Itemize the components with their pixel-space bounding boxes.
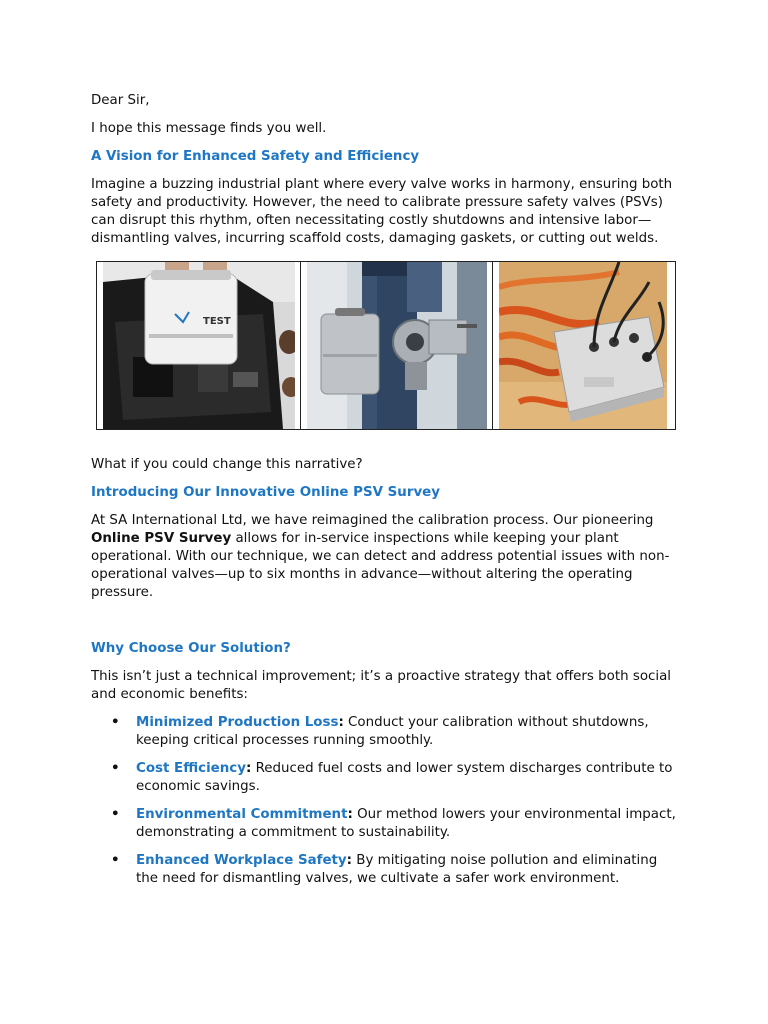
image-divider <box>492 262 493 429</box>
benefit-colon: : <box>245 761 252 776</box>
benefit-text: Conduct your calibration without shutdowns, keeping critical processes running smoothly. <box>136 715 649 748</box>
bullet-icon: • <box>111 853 120 868</box>
benefit-title: Cost Efficiency <box>136 761 246 776</box>
benefit-title: Environmental Commitment <box>136 807 348 822</box>
cables-device-image <box>499 262 667 429</box>
device-brand-text: TEST <box>203 316 231 327</box>
list-item <box>91 714 681 750</box>
image-divider <box>300 262 301 429</box>
intro-heading: Introducing Our Innovative Online PSV Survey <box>91 485 440 500</box>
why-paragraph: This isn’t just a technical improvement; it’s a proactive strategy that offers both social and economic benefits: <box>91 669 672 702</box>
why-heading: Why Choose Our Solution? <box>91 641 291 656</box>
vision-paragraph: Imagine a buzzing industrial plant where every valve works in harmony, ensuring both safety and productivity. However, the need to calibrate pressure safety valves (PSVs) can disrupt this rhythm, often necessitating costly shutdowns and intensive labor—dismantling valves, incurring scaffold costs, damaging gaskets, or cutting out welds. <box>91 177 673 246</box>
benefit-text: By mitigating noise pollution and eliminating the need for dismantling valves, we cultivate a safer work environment. <box>136 853 658 886</box>
product-name: Online PSV Survey <box>91 531 232 546</box>
salutation: Dear Sir, <box>91 93 150 108</box>
benefit-text: Our method lowers your environmental impact, demonstrating a commitment to sustainability. <box>136 807 676 840</box>
list-item <box>91 806 681 842</box>
product-image-strip <box>96 261 676 430</box>
bullet-icon: • <box>111 761 120 776</box>
bullet-icon: • <box>111 807 120 822</box>
intro-text-after: allows for in-service inspections while keeping your plant operational. With our technique, we can detect and address potential issues with non-operational valves—up to six months in advance—without altering the operating pressure. <box>91 531 670 600</box>
list-item <box>91 852 681 888</box>
benefit-colon: : <box>338 715 344 730</box>
benefit-title: Minimized Production Loss <box>136 715 339 730</box>
equipment-case-image <box>103 262 295 429</box>
vision-heading: A Vision for Enhanced Safety and Efficiency <box>91 149 420 164</box>
intro-text-before: At SA International Ltd, we have reimagined the calibration process. Our pioneering <box>91 513 654 528</box>
bullet-icon: • <box>111 715 120 730</box>
letter-body <box>91 92 681 898</box>
list-item <box>91 760 681 796</box>
benefit-colon: : <box>347 807 353 822</box>
intro-paragraph <box>91 512 681 602</box>
technician-image <box>307 262 487 429</box>
narrative-question: What if you could change this narrative? <box>91 457 363 472</box>
benefit-text: Reduced fuel costs and lower system discharges contribute to economic savings. <box>136 761 673 794</box>
benefits-list <box>91 714 681 888</box>
benefit-colon: : <box>346 853 353 868</box>
greeting: I hope this message finds you well. <box>91 121 327 136</box>
benefit-title: Enhanced Workplace Safety <box>136 853 347 868</box>
section-spacer <box>91 612 681 640</box>
